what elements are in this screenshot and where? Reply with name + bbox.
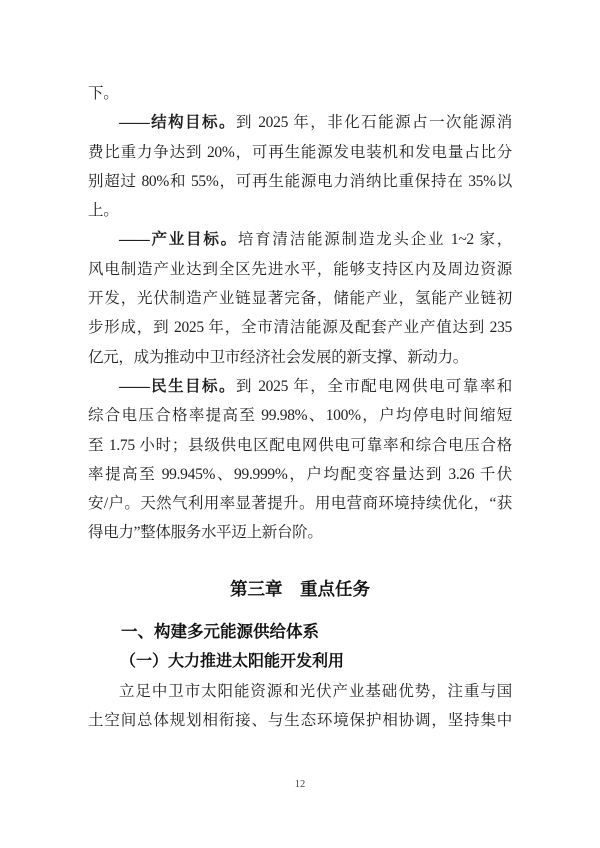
text-line: 至 1.75 小时；县级供电区配电网供电可靠率和综合电压合格	[88, 436, 512, 454]
text-line: 得电力”整体服务水平迈上新台阶。	[88, 524, 323, 542]
text-line: 步形成，到 2025 年，全市清洁能源及配套产业产值达到 235	[88, 319, 512, 337]
text-line: 立足中卫市太阳能资源和光伏产业基础优势，注重与国	[119, 682, 512, 700]
paragraph-head: ——产业目标。	[119, 231, 238, 249]
subsection-heading: （一）大力推进太阳能开发利用	[120, 653, 345, 671]
paragraph-head: ——民生目标。	[119, 377, 236, 395]
text-line: 费比重力争达到 20%，可再生能源发电装机和发电量占比分	[88, 143, 512, 161]
text-line: 下。	[88, 85, 119, 102]
text-line: 别超过 80%和 55%，可再生能源电力消纳比重保持在 35%以	[88, 172, 512, 190]
page-number: 12	[294, 779, 306, 790]
text-line: 开发，光伏制造产业链显著完备，储能产业，氢能产业链初	[88, 290, 512, 308]
text-line: ——结构目标。到 2025 年，非化石能源占一次能源消	[119, 114, 512, 132]
text-line: 率提高至 99.945%、99.999%，户均配变容量达到 3.26 千伏	[88, 465, 512, 483]
text-line: 风电制造产业达到全区先进水平，能够支持区内及周边资源	[88, 260, 512, 278]
document-content	[88, 79, 512, 735]
text-line: 亿元，成为推动中卫市经济社会发展的新支撑、新动力。	[88, 348, 469, 366]
chapter-heading: 第三章 重点任务	[230, 578, 370, 599]
section-heading: 一、构建多元能源供给体系	[121, 623, 319, 642]
text-line: 土空间总体规划相衔接、与生态环境保护相协调，坚持集中	[88, 711, 512, 729]
text-line: 安/户。天然气利用率显著提升。用电营商环境持续优化，“获	[88, 495, 512, 513]
paragraph-head: ——结构目标。	[119, 114, 236, 132]
text-line: ——民生目标。到 2025 年，全市配电网供电可靠率和	[119, 377, 512, 395]
text-line: ——产业目标。培育清洁能源制造龙头企业 1~2 家，	[119, 231, 512, 249]
text-line: 综合电压合格率提高至 99.98%、100%，户均停电时间缩短	[88, 407, 512, 425]
text-line: 上。	[88, 202, 119, 220]
